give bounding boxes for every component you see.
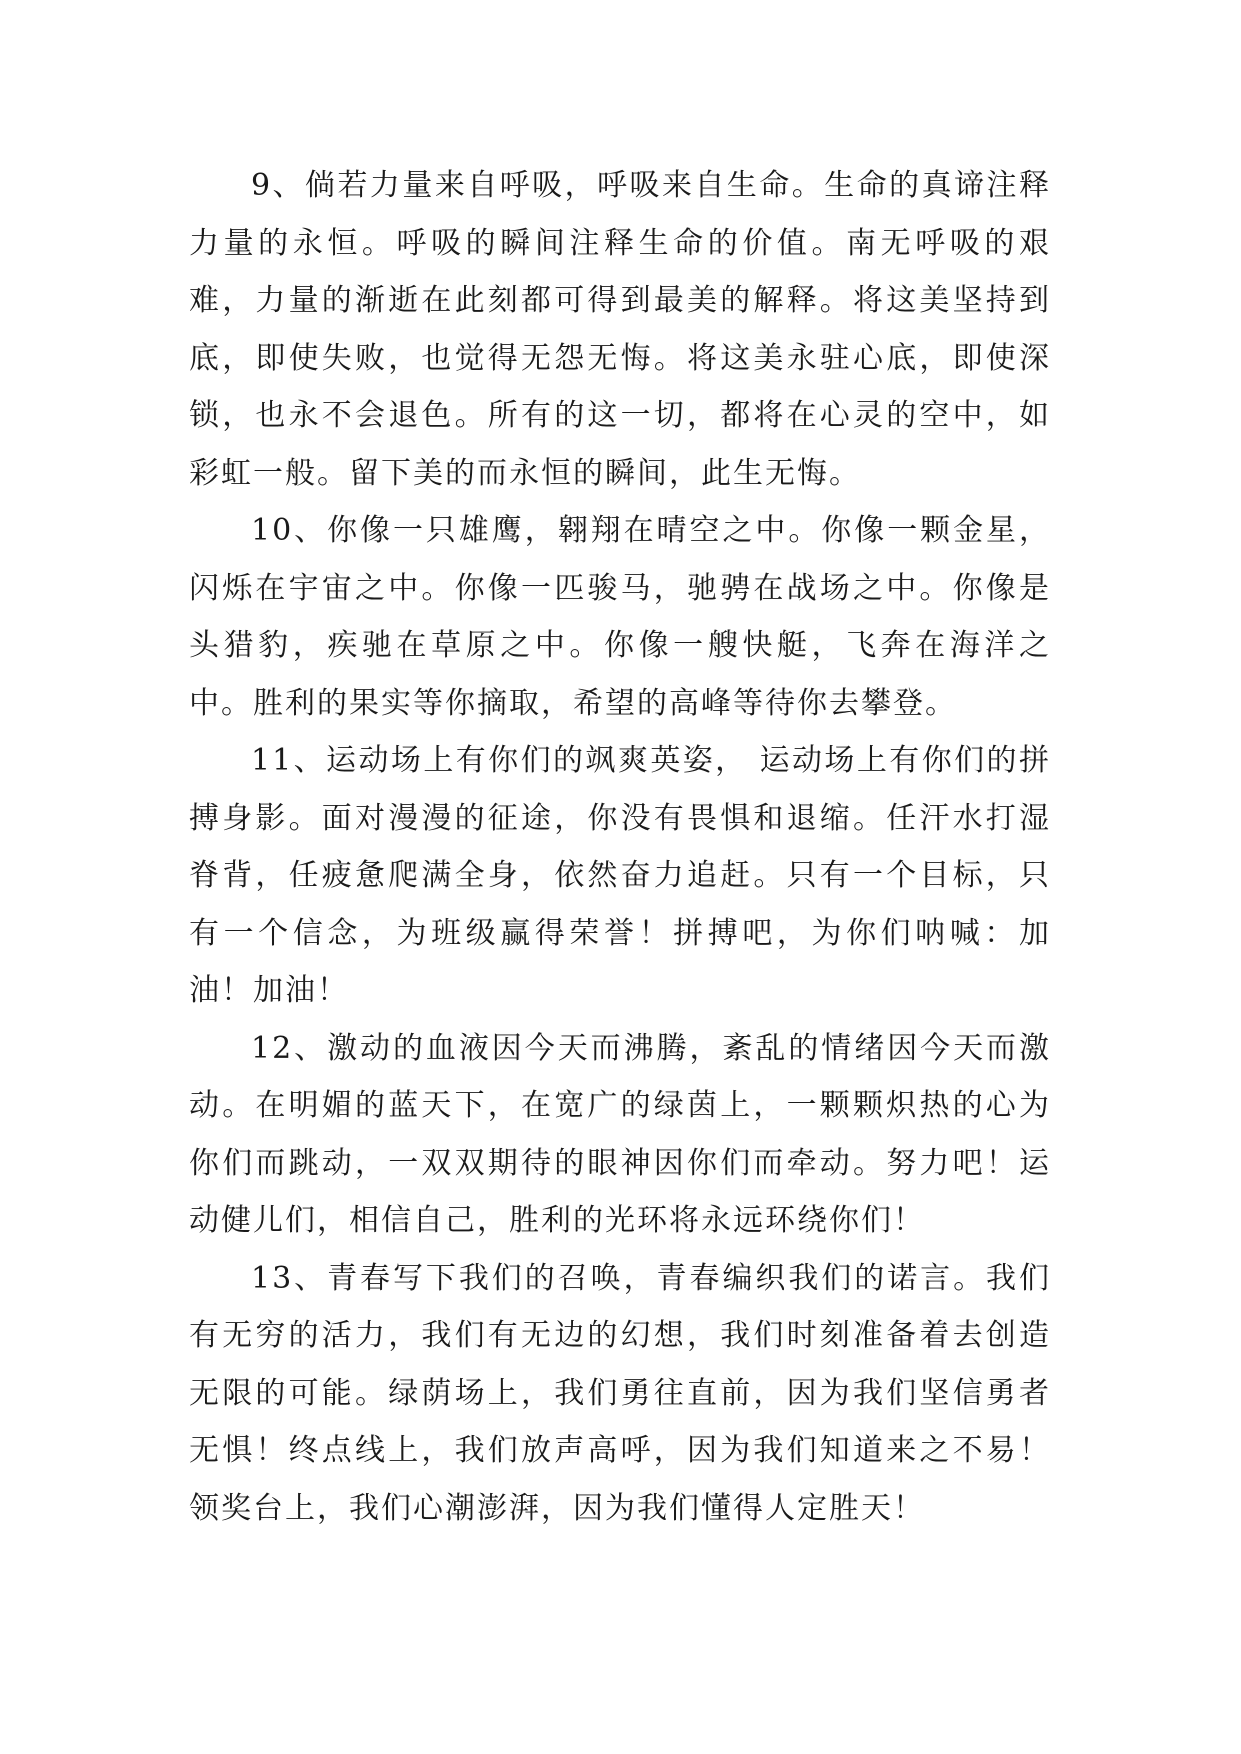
- paragraph-9: 9、倘若力量来自呼吸，呼吸来自生命。生命的真谛注释力量的永恒。呼吸的瞬间注释生命的价值。南无呼吸的艰难，力量的渐逝在此刻都可得到最美的解释。将这美坚持到底，即使失败，也觉得无怨无悔。将这美永驻心底，即使深锁，也永不会退色。所有的这一切，都将在心灵的空中，如彩虹一般。留下美的而永恒的瞬间，此生无悔。: [189, 168, 1051, 491]
- paragraph-10: 10、你像一只雄鹰，翱翔在晴空之中。你像一颗金星，闪烁在宇宙之中。你像一匹骏马，驰骋在战场之中。你像是头猎豹，疾驰在草原之中。你像一艘快艇，飞奔在海洋之中。胜利的果实等你摘取，希望的高峰等待你去攀登。: [189, 513, 1051, 721]
- paragraph-11: 11、运动场上有你们的飒爽英姿， 运动场上有你们的拼搏身影。面对漫漫的征途，你没有畏惧和退缩。任汗水打湿脊背，任疲惫爬满全身，依然奋力追赶。只有一个目标，只有一个信念，为班级赢得荣誉！拼搏吧，为你们呐喊：加油！加油！: [189, 743, 1051, 1008]
- paragraph-12: 12、激动的血液因今天而沸腾，紊乱的情绪因今天而激动。在明媚的蓝天下，在宽广的绿茵上，一颗颗炽热的心为你们而跳动，一双双期待的眼神因你们而牵动。努力吧！运动健儿们，相信自己，胜利的光环将永远环绕你们！: [189, 1030, 1051, 1238]
- document-body: [189, 157, 1051, 1537]
- paragraph-13: 13、青春写下我们的召唤，青春编织我们的诺言。我们有无穷的活力，我们有无边的幻想，我们时刻准备着去创造无限的可能。绿荫场上，我们勇往直前，因为我们坚信勇者无惧！终点线上，我们放声高呼，因为我们知道来之不易！领奖台上，我们心潮澎湃，因为我们懂得人定胜天！: [189, 1260, 1051, 1526]
